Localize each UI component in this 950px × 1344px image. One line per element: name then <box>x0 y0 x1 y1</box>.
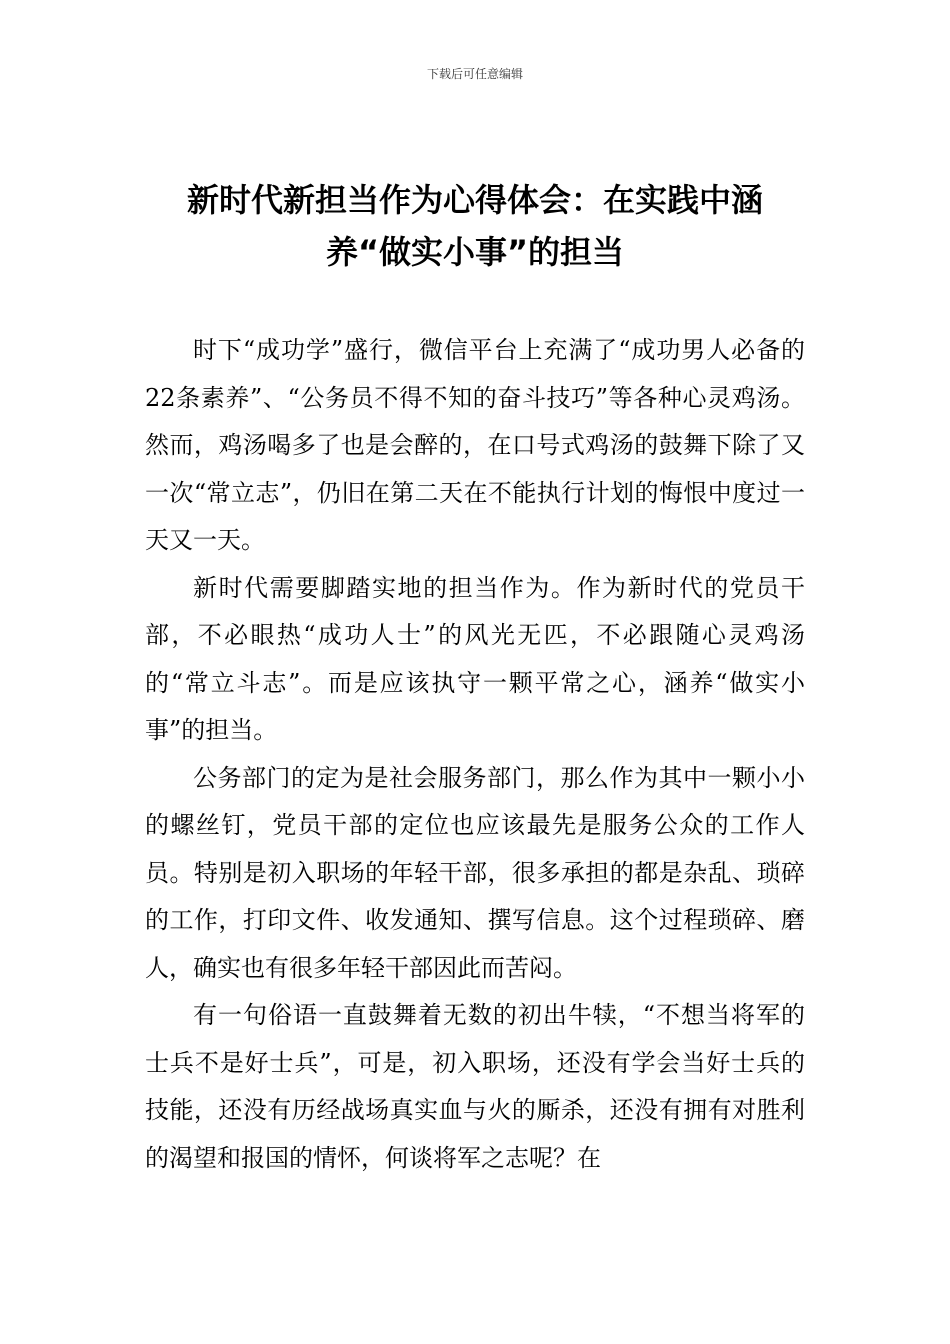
paragraph-4: 有一句俗语一直鼓舞着无数的初出牛犊，“不想当将军的士兵不是好士兵”，可是，初入职场，还没有学会当好士兵的技能，还没有历经战场真实血与火的厮杀，还没有拥有对胜利的渴望和报国的情怀，何谈将军之志呢？在 <box>145 1001 805 1172</box>
document-body <box>145 327 805 1182</box>
paragraph-3: 公务部门的定为是社会服务部门，那么作为其中一颗小小的螺丝钉，党员干部的定位也应该最先是服务公众的工作人员。特别是初入职场的年轻干部，很多承担的都是杂乱、琐碎的工作，打印文件、收发通知、撰写信息。这个过程琐碎、磨人，确实也有很多年轻干部因此而苦闷。 <box>145 763 805 982</box>
document-title: 新时代新担当作为心得体会：在实践中涵养“做实小事”的担当 <box>186 181 763 271</box>
paragraph-2: 新时代需要脚踏实地的担当作为。作为新时代的党员干部，不必眼热“成功人士”的风光无匹，不必跟随心灵鸡汤的“常立斗志”。而是应该执守一颗平常之心，涵养“做实小事”的担当。 <box>145 573 805 744</box>
header-note: 下载后可任意编辑 <box>426 67 523 81</box>
paragraph-1: 时下“成功学”盛行，微信平台上充满了“成功男人必备的22条素养”、“公务员不得不知的奋斗技巧”等各种心灵鸡汤。然而，鸡汤喝多了也是会醉的，在口号式鸡汤的鼓舞下除了又一次“常立志”，仍旧在第二天在不能执行计划的悔恨中度过一天又一天。 <box>145 336 805 554</box>
